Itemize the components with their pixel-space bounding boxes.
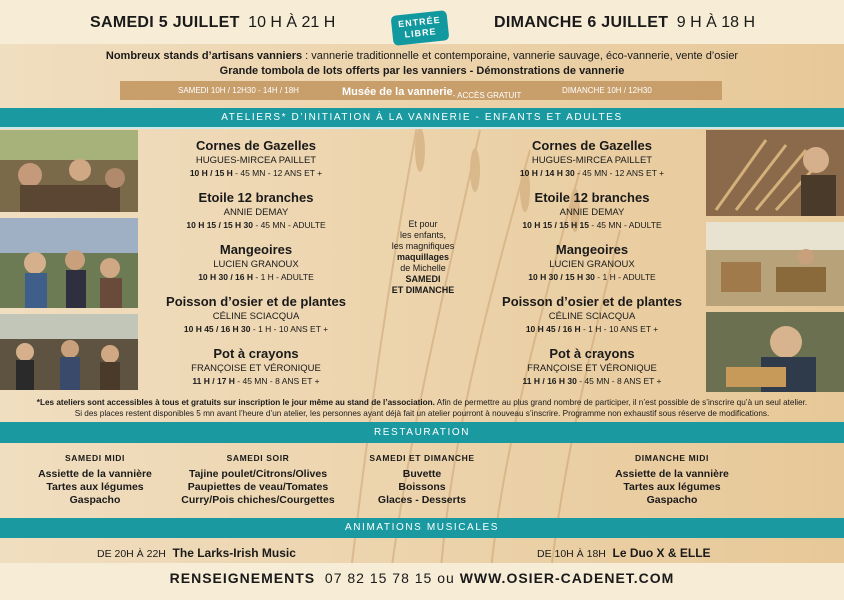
saturday-date: SAMEDI 5 JUILLET 10 H À 21 H — [90, 14, 336, 31]
workshop-item: Mangeoires LUCIEN GRANOUX 10 H 30 / 16 H - 1 H - ADULTE — [198, 242, 314, 282]
sunday-workshops — [486, 138, 698, 398]
resto-sunday-noon: DIMANCHE MIDI Assiette de la vannière Tartes aux légumes Gaspacho — [615, 453, 729, 506]
intro-line-1: Nombreux stands d’artisans vanniers : vannerie traditionnelle et contemporaine, vannerie sauvage, éco-vannerie, vente d’osier — [105, 50, 739, 62]
museum-sun-hours: DIMANCHE 10H / 12H30 — [562, 86, 652, 95]
website-link[interactable]: WWW.OSIER-CADENET.COM — [459, 570, 675, 586]
ateliers-heading: ATELIERS* D’INITIATION À LA VANNERIE - ENFANTS ET ADULTES — [0, 108, 844, 129]
sunday-date: DIMANCHE 6 JUILLET 9 H À 18 H — [494, 14, 756, 31]
photo-market-stands — [706, 222, 844, 306]
music-heading: ANIMATIONS MUSICALES — [0, 518, 844, 538]
museum-bar — [120, 81, 722, 100]
workshop-item: Etoile 12 branches ANNIE DEMAY 10 H 15 / 15 H 15 - 45 MN - ADULTE — [522, 190, 662, 230]
ateliers-footnote: *Les ateliers sont accessibles à tous et gratuits sur inscription le jour même au stand de l’association. Afin de permettre au plus grand nombre de participer, il n’est possible de s’inscrire qu’à un seul atelier. Si des places restent disponibles 5 mn avant l’heure d’un atelier, les personnes ayant déjà fait un atelier pourront à nouveau s’inscrire. Programme non exhaustif sous réserve de modifications. — [36, 398, 808, 418]
workshop-item: Poisson d’osier et de plantes CÉLINE SCIACQUA 10 H 45 / 16 H 30 - 1 H - 10 ANS ET + — [166, 294, 346, 334]
photo-music-band — [0, 314, 138, 390]
workshop-item: Mangeoires LUCIEN GRANOUX 10 H 30 / 15 H 30 - 1 H - ADULTE — [528, 242, 656, 282]
phone-number: 07 82 15 78 15 — [324, 570, 433, 586]
workshop-item: Pot à crayons FRANÇOISE ET VÉRONIQUE 11 H / 16 H 30 - 45 MN - 8 ANS ET + — [522, 346, 662, 386]
workshop-item: Pot à crayons FRANÇOISE ET VÉRONIQUE 11 H / 17 H - 45 MN - 8 ANS ET + — [191, 346, 321, 386]
museum-access: - ACCÈS GRATUIT — [452, 91, 522, 100]
intro-line-2: Grande tombola de lots offerts par les vanniers - Démonstrations de vannerie — [219, 65, 625, 77]
workshop-item: Etoile 12 branches ANNIE DEMAY 10 H 15 / 15 H 30 - 45 MN - ADULTE — [186, 190, 326, 230]
saturday-workshops — [150, 138, 362, 398]
resto-both-days: SAMEDI ET DIMANCHE Buvette Boissons Glaces - Desserts — [369, 453, 475, 506]
museum-sat-hours: SAMEDI 10H / 12H30 - 14H / 18H — [178, 86, 299, 95]
music-sunday: DE 10H À 18H Le Duo X & ELLE — [537, 546, 711, 560]
photo-woman-weaving — [706, 312, 844, 392]
photo-workshop-2 — [0, 218, 138, 308]
restauration-heading: RESTAURATION — [0, 422, 844, 443]
workshop-item: Cornes de Gazelles HUGUES-MIRCEA PAILLET 10 H / 15 H - 45 MN - 12 ANS ET + — [189, 138, 323, 178]
photo-workshop-1 — [0, 130, 138, 212]
workshop-item: Poisson d’osier et de plantes CÉLINE SCIACQUA 10 H 45 / 16 H - 1 H - 10 ANS ET + — [502, 294, 682, 334]
resto-saturday-noon: SAMEDI MIDI Assiette de la vannière Tartes aux légumes Gaspacho — [38, 453, 152, 506]
photo-basket-weaving — [706, 130, 844, 216]
free-entry-badge: ENTRÉE LIBRE — [391, 10, 450, 46]
resto-saturday-evening: SAMEDI SOIR Tajine poulet/Citrons/Olives Paupiettes de veau/Tomates Curry/Pois chiches/Courgettes — [181, 453, 335, 506]
kids-makeup-note: Et pour les enfants, les magnifiques maquillages de Michelle SAMEDI ET DIMANCHE — [391, 219, 455, 295]
workshop-item: Cornes de Gazelles HUGUES-MIRCEA PAILLET 10 H / 14 H 30 - 45 MN - 12 ANS ET + — [519, 138, 665, 178]
contact-line: RENSEIGNEMENTS 07 82 15 78 15 ou WWW.OSIER-CADENET.COM — [169, 570, 675, 586]
music-saturday: DE 20H À 22H The Larks-Irish Music — [97, 546, 296, 560]
museum-title: Musée de la vannerie — [342, 86, 453, 98]
